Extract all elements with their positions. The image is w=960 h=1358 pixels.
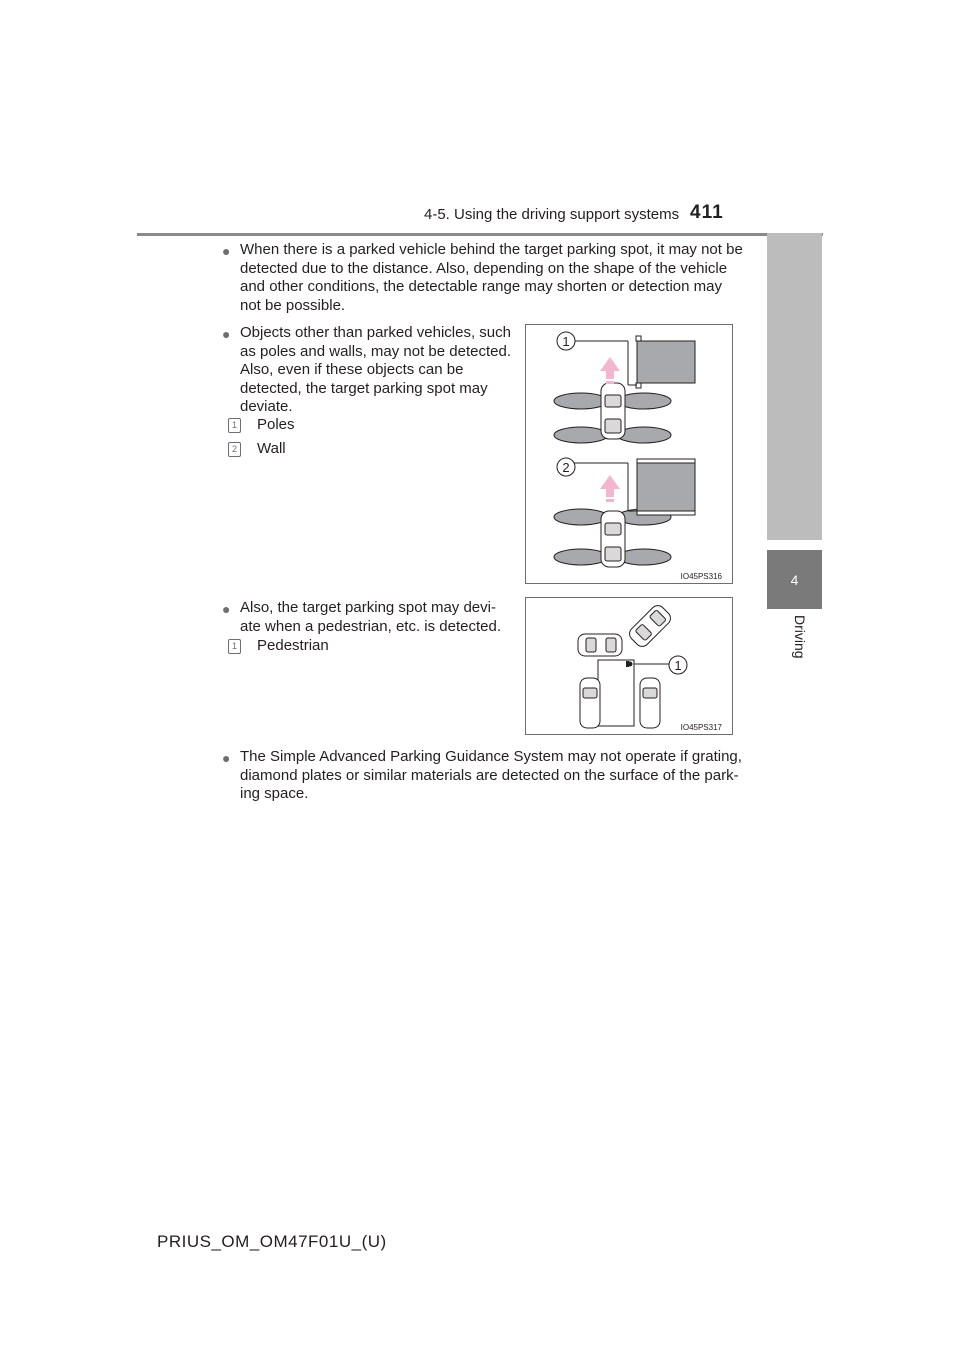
paragraph-2 [240, 324, 516, 417]
paragraph-1 [240, 241, 748, 315]
side-rule [767, 233, 822, 540]
p4-line: diamond plates or similar materials are detected on the surface of the park- [240, 766, 739, 784]
wall-icon [566, 459, 695, 515]
car-top-icon [640, 678, 660, 728]
paragraph-3 [240, 599, 516, 636]
page-number: 411 [690, 202, 724, 223]
legend-number: 2 [228, 442, 241, 457]
figure-pedestrian [525, 597, 733, 735]
legend-label-wall: Wall [257, 440, 286, 457]
document-id: PRIUS_OM_OM47F01U_(U) [157, 1232, 387, 1251]
car-top-icon [580, 678, 600, 728]
legend-label-pedestrian: Pedestrian [257, 637, 329, 654]
callout-2: 2 [562, 460, 570, 475]
p1-line: detected due to the distance. Also, depending on the shape of the vehicle [240, 259, 728, 277]
chapter-number: 4 [790, 571, 799, 588]
p2-line: deviate. [240, 398, 293, 415]
p3-line: ate when a pedestrian, etc. is detected. [240, 617, 501, 635]
car-top-icon [554, 509, 671, 567]
figure-code: IO45PS317 [680, 723, 722, 732]
p4-line: ing space. [240, 785, 309, 802]
callout-1: 1 [562, 334, 570, 349]
chapter-tab [767, 550, 822, 609]
bullet-4: ● [222, 750, 231, 766]
p2-line: as poles and walls, may not be detected. [240, 342, 511, 360]
p3-line: Also, the target parking spot may devi- [240, 599, 496, 616]
paragraph-4 [240, 748, 748, 804]
bullet-2: ● [222, 326, 231, 342]
figure-poles-wall-illustration [526, 325, 732, 583]
parking-space [598, 660, 634, 726]
car-top-icon [627, 603, 674, 650]
chapter-label: Driving [792, 615, 808, 659]
figure-code: IO45PS316 [680, 572, 722, 581]
car-top-icon [578, 634, 622, 656]
p4-line: The Simple Advanced Parking Guidance System may not operate if grating, [240, 748, 742, 765]
callout-1: 1 [674, 658, 682, 673]
section-title: 4-5. Using the driving support systems [424, 206, 680, 223]
legend-number: 1 [228, 418, 241, 433]
figure-poles-wall [525, 324, 733, 584]
bullet-3: ● [222, 601, 231, 617]
p2-line: Objects other than parked vehicles, such [240, 324, 511, 341]
p2-line: detected, the target parking spot may [240, 379, 488, 397]
p2-line: Also, even if these objects can be [240, 361, 464, 378]
legend-number: 1 [228, 639, 241, 654]
p1-line: and other conditions, the detectable range may shorten or detection may [240, 278, 722, 295]
p1-line: not be possible. [240, 296, 346, 314]
header-rule [137, 233, 823, 236]
bullet-1: ● [222, 243, 231, 259]
figure-pedestrian-illustration [526, 598, 732, 734]
pole-icon [566, 336, 695, 388]
p1-line: When there is a parked vehicle behind the target parking spot, it may not be [240, 241, 743, 258]
legend-label-poles: Poles [257, 416, 295, 433]
car-top-icon [554, 383, 671, 443]
